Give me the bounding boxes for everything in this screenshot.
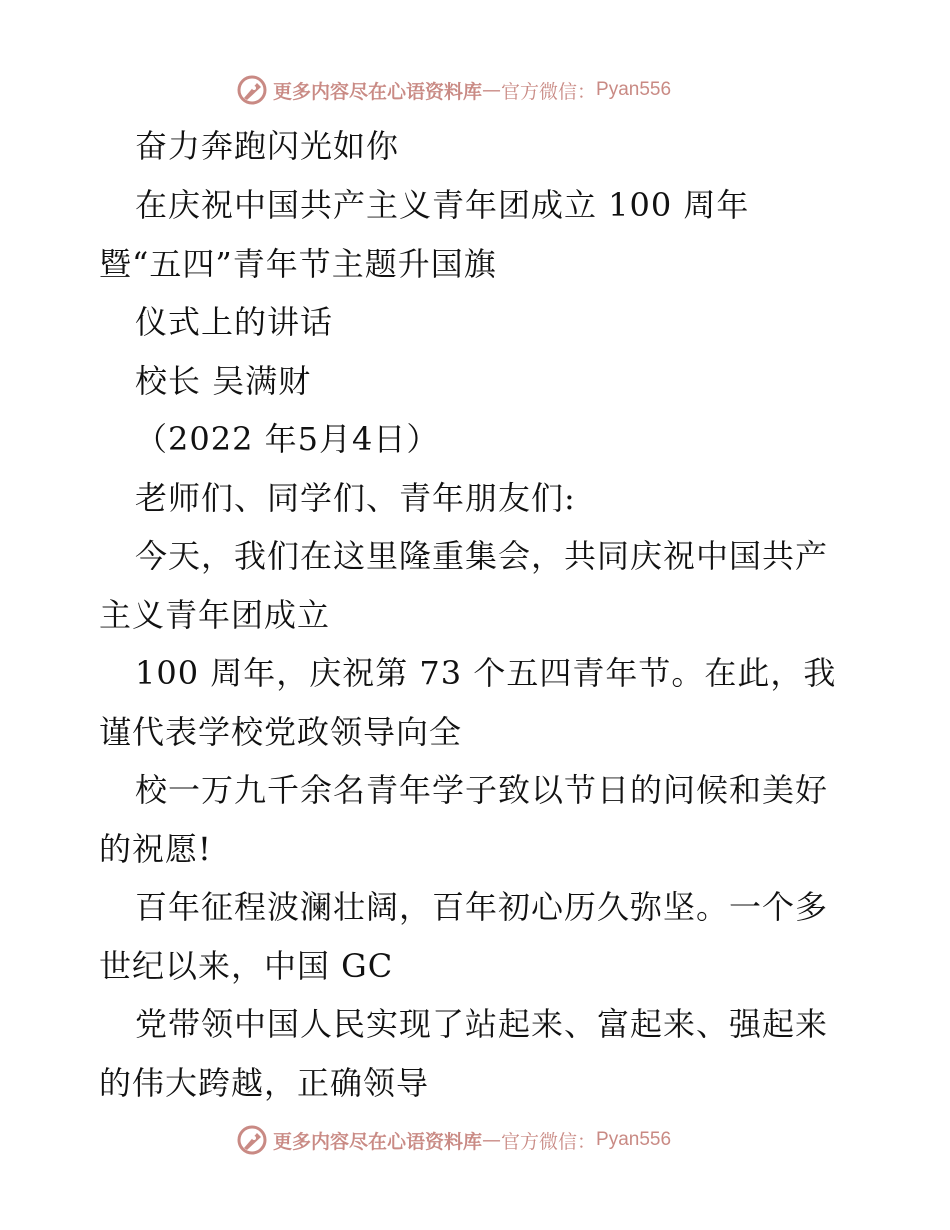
paragraph-line: 100 周年，庆祝第 73 个五四青年节。在此，我 [135, 654, 837, 692]
watermark-wechat-id: Pyan556 [596, 1129, 672, 1150]
pen-nib-logo-icon [235, 1123, 269, 1157]
document-subtitle-line-3: 仪式上的讲话 [135, 303, 334, 341]
document-title: 奋力奔跑闪光如你 [135, 127, 400, 165]
footer-watermark [235, 1122, 671, 1158]
paragraph-line: 的祝愿! [99, 830, 212, 868]
paragraph-line: 党带领中国人民实现了站起来、富起来、强起来 [135, 1005, 829, 1043]
document-author: 校长 吴满财 [135, 362, 312, 400]
document-subtitle-line-2: 暨“五四”青年节主题升国旗 [99, 245, 497, 283]
watermark-dash: — [482, 79, 502, 101]
header-watermark [235, 72, 671, 108]
watermark-wechat-id: Pyan556 [596, 79, 672, 100]
pen-nib-logo-icon [235, 73, 269, 107]
paragraph-line: 世纪以来，中国 GC [99, 947, 394, 985]
paragraph-line: 今天，我们在这里隆重集会，共同庆祝中国共产 [135, 537, 829, 575]
paragraph-line: 谨代表学校党政领导向全 [99, 713, 463, 751]
document-salutation: 老师们、同学们、青年朋友们: [135, 479, 576, 517]
paragraph-line: 的伟大跨越，正确领导 [99, 1064, 430, 1102]
watermark-main-text: 更多内容尽在心语资料库 [273, 80, 483, 103]
paragraph-line: 百年征程波澜壮阔，百年初心历久弥坚。一个多 [135, 888, 829, 926]
paragraph-line: 主义青年团成立 [99, 596, 331, 634]
watermark-wechat-label: 官方微信： [501, 1130, 597, 1153]
watermark-dash: — [482, 1129, 502, 1151]
watermark-main-text: 更多内容尽在心语资料库 [273, 1130, 483, 1153]
document-subtitle-line-1: 在庆祝中国共产主义青年团成立 100 周年 [135, 186, 750, 224]
paragraph-line: 校一万九千余名青年学子致以节日的问候和美好 [135, 771, 829, 809]
document-date: （2022 年5月4日） [135, 420, 440, 458]
watermark-wechat-label: 官方微信： [501, 80, 597, 103]
